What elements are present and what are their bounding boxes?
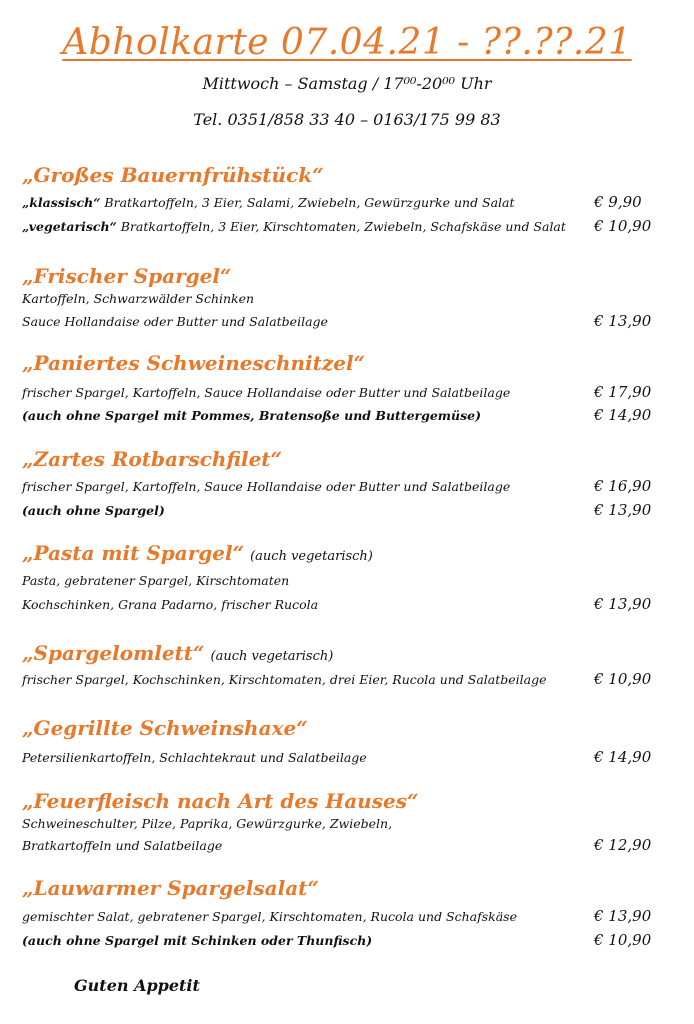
menu-line: (auch ohne Spargel) xyxy=(22,503,165,518)
variant-label: „vegetarisch“ xyxy=(22,219,117,234)
price: € 13,90 xyxy=(594,907,652,925)
section-title xyxy=(22,641,333,665)
price: € 14,90 xyxy=(594,748,652,766)
menu-line: Bratkartoffeln und Salatbeilage xyxy=(22,838,223,853)
section-title: „Großes Bauernfrühstück“ xyxy=(22,163,324,187)
menu-line: Petersilienkartoffeln, Schlachtekraut und Salatbeilage xyxy=(22,750,367,765)
price: € 14,90 xyxy=(594,406,652,424)
menu-line: (auch ohne Spargel mit Pommes, Bratensoße und Buttergemüse) xyxy=(22,408,482,423)
section-title: „Gegrillte Schweinshaxe“ xyxy=(22,716,308,740)
price: € 13,90 xyxy=(594,595,652,613)
section-title: „Paniertes Schweineschnitzel“ xyxy=(22,351,366,375)
menu-line: Kochschinken, Grana Padarno, frischer Rucola xyxy=(22,597,319,612)
section-title: „Frischer Spargel“ xyxy=(22,264,232,288)
price: € 13,90 xyxy=(594,501,652,519)
menu-line: (auch ohne Spargel mit Schinken oder Thunfisch) xyxy=(22,933,373,948)
price: € 17,90 xyxy=(594,383,652,401)
phone-numbers: Tel. 0351/858 33 40 – 0163/175 99 83 xyxy=(193,110,501,129)
price: € 10,90 xyxy=(594,931,652,949)
section-title: „Lauwarmer Spargelsalat“ xyxy=(22,876,319,900)
menu-line xyxy=(22,219,566,234)
opening-hours: Mittwoch – Samstag / 17⁰⁰-20⁰⁰ Uhr xyxy=(202,74,492,93)
menu-line: gemischter Salat, gebratener Spargel, Kirschtomaten, Rucola und Schafskäse xyxy=(22,909,517,924)
menu-line: Schweineschulter, Pilze, Paprika, Gewürzgurke, Zwiebeln, xyxy=(22,816,393,831)
menu-line: frischer Spargel, Kartoffeln, Sauce Hollandaise oder Butter und Salatbeilage xyxy=(22,479,511,494)
section-note: (auch vegetarisch) xyxy=(250,549,373,564)
variant-label: „klassisch“ xyxy=(22,195,101,210)
price: € 10,90 xyxy=(594,217,652,235)
menu-line: frischer Spargel, Kartoffeln, Sauce Hollandaise oder Butter und Salatbeilage xyxy=(22,385,511,400)
page-title: Abholkarte 07.04.21 - ??.??.21 xyxy=(62,22,632,63)
line-text: Bratkartoffeln, 3 Eier, Salami, Zwiebeln, Gewürzgurke und Salat xyxy=(100,195,515,210)
price: € 12,90 xyxy=(594,836,652,854)
price: € 10,90 xyxy=(594,670,652,688)
section-title: „Zartes Rotbarschfilet“ xyxy=(22,447,283,471)
menu-line: frischer Spargel, Kochschinken, Kirschtomaten, drei Eier, Rucola und Salatbeilage xyxy=(22,672,547,687)
menu-line: Pasta, gebratener Spargel, Kirschtomaten xyxy=(22,573,290,588)
price: € 9,90 xyxy=(594,193,642,211)
menu-line: Kartoffeln, Schwarzwälder Schinken xyxy=(22,291,255,306)
section-title: „Feuerfleisch nach Art des Hauses“ xyxy=(22,789,419,813)
section-title xyxy=(22,541,373,565)
section-note: (auch vegetarisch) xyxy=(210,649,334,664)
price: € 13,90 xyxy=(594,312,652,330)
line-text: Bratkartoffeln, 3 Eier, Kirschtomaten, Zwiebeln, Schafskäse und Salat xyxy=(116,219,566,234)
section-title-text: „Pasta mit Spargel“ xyxy=(22,541,245,565)
price: € 16,90 xyxy=(594,477,652,495)
menu-line: Sauce Hollandaise oder Butter und Salatbeilage xyxy=(22,314,328,329)
section-title-text: „Spargelomlett“ xyxy=(22,641,205,665)
closing-greeting: Guten Appetit xyxy=(74,976,200,995)
menu-line xyxy=(22,195,515,210)
